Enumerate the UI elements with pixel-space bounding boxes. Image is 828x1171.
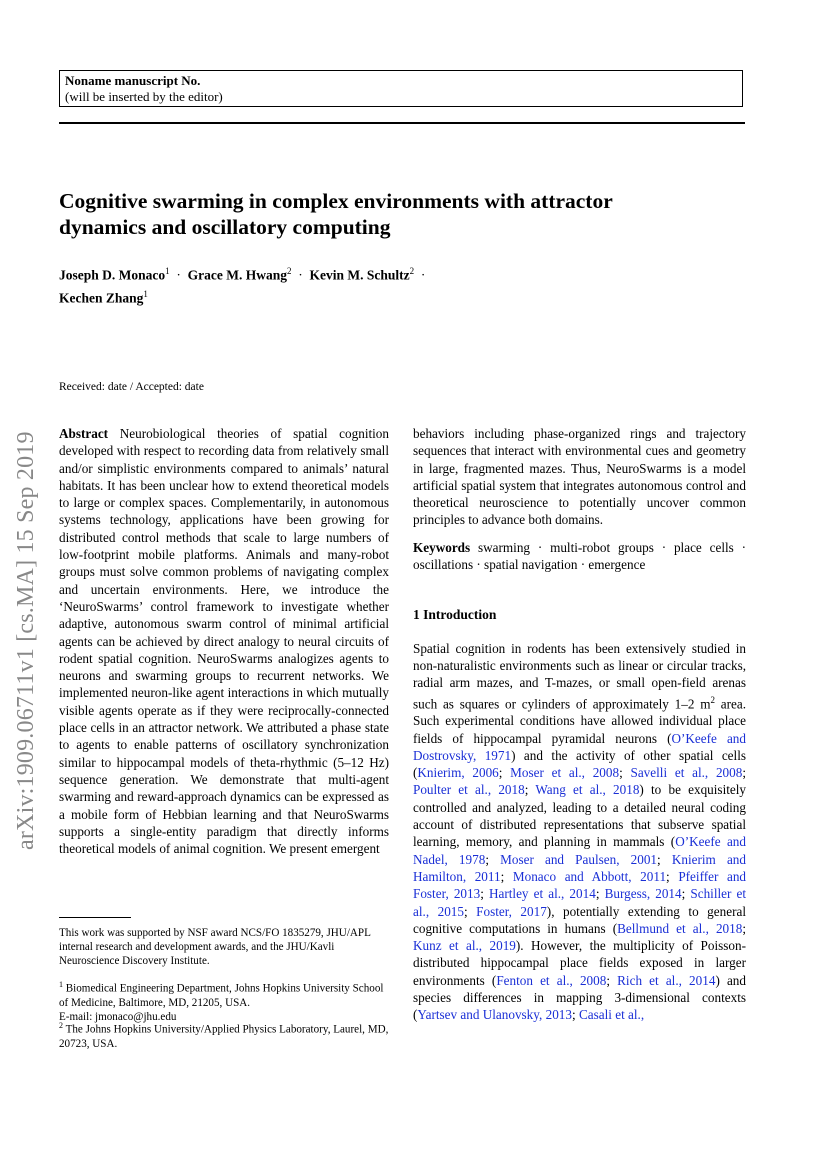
abstract-label: Abstract bbox=[59, 426, 109, 441]
received-date: Received: date / Accepted: date bbox=[59, 381, 204, 393]
keywords bbox=[413, 539, 746, 574]
citation-link[interactable]: Rich et al., 2014 bbox=[617, 972, 716, 988]
author-separator: · bbox=[298, 267, 303, 283]
citation-link[interactable]: Moser et al., 2008 bbox=[510, 765, 620, 781]
abstract-text: Neurobiological theories of spatial cognition developed with respect to recording data from relatively small and/or simplistic environments compared to animals’ natural habitats. It has been unclear how to extend theoretical models to large or complex spaces. Complementarily, in autonomous systems technology, applications have been growing for distributed control methods that scale to large numbers of low-footprint mobile platforms. Animals and many-robot groups must solve common problems of navigating complex and uncertain environments. Here, we introduce the ‘NeuroSwarms’ control framework to investigate whether adaptive, autonomous swarm control of minimal artificial agents can be achieved by direct analogy to neural circuits of rodent spatial cognition. NeuroSwarms analogizes agents to neurons and swarming groups to recurrent networks. We implemented neuron-like agent interactions in which mutually visible agents operate as if they were reciprocally-connected place cells in an attractor network. We attributed a phase state to agents to enable patterns of oscillatory synchronization similar to hippocampal models of theta-rhythmic (5–12 Hz) sequence generation. We demonstrate that multi-agent swarming and reward-approach dynamics can be expressed as a mobile form of Hebbian learning and that NeuroSwarms supports a single-entity paradigm that directly informs theoretical models of animal cognition. We present emergent bbox=[59, 426, 389, 857]
keywords-label: Keywords bbox=[413, 539, 471, 555]
paper-title bbox=[59, 188, 749, 240]
author-list bbox=[59, 262, 529, 307]
author-1-affiliation: 1 bbox=[165, 266, 170, 276]
citation-link[interactable]: Knierim and Hamilton, 2011 bbox=[413, 851, 746, 884]
author-separator: · bbox=[176, 267, 181, 283]
citation-link[interactable]: Foster, 2017 bbox=[476, 903, 547, 919]
intro-text: ). However, the multiplicity of Poisson-distributed hippocampal place fields exposed in larger environments ( bbox=[413, 938, 746, 988]
affiliation-2-mark: 2 bbox=[59, 1021, 63, 1030]
manuscript-header-box bbox=[59, 70, 743, 107]
citation-link[interactable]: Fenton et al., 2008 bbox=[496, 972, 607, 988]
section-heading-introduction: 1 Introduction bbox=[413, 607, 497, 623]
author-4-affiliation: 1 bbox=[143, 288, 148, 299]
title-line-2: dynamics and oscillatory computing bbox=[59, 215, 391, 239]
abstract-column bbox=[59, 425, 389, 857]
editor-note: (will be inserted by the editor) bbox=[65, 89, 223, 104]
intro-text: ), potentially extending to general cognitive computations in humans ( bbox=[413, 903, 746, 936]
citation-link[interactable]: Schiller et al., 2015 bbox=[413, 886, 747, 919]
citation-link[interactable]: Poulter et al., 2018 bbox=[413, 782, 525, 798]
abstract bbox=[59, 425, 389, 857]
citation-link[interactable]: Bellmund et al., 2018 bbox=[617, 920, 743, 936]
author-3: Kevin M. Schultz bbox=[309, 267, 410, 283]
citation-link[interactable]: Monaco and Abbott, 2011 bbox=[512, 868, 667, 884]
title-line-1: Cognitive swarming in complex environments with attractor bbox=[59, 189, 613, 213]
author-2: Grace M. Hwang bbox=[187, 267, 287, 283]
intro-text: area. Such experimental conditions have allowed individual place fields of hippocampal pyramidal neurons ( bbox=[413, 695, 746, 746]
keywords-text: swarming · multi-robot groups · place cells · oscillations · spatial navigation · emergence bbox=[413, 539, 747, 573]
intro-text: ) to be exquisitely controlled and analyzed, leading to a detailed neural coding account of distributed representations that subserve spatial learning, memory, and planning in mammals ( bbox=[413, 782, 747, 850]
author-4: Kechen Zhang bbox=[59, 290, 144, 305]
affiliation-1-mark: 1 bbox=[59, 980, 63, 989]
affiliation-1-text: Biomedical Engineering Department, Johns Hopkins University School of Medicine, Baltimore, MD, 21205, USA. bbox=[59, 982, 384, 1009]
abstract-continued: behaviors including phase-organized rings and trajectory sequences that interact with environmental cues and geometry in large, fragmented mazes. Thus, NeuroSwarms is a model artificial spatial system that integrates autonomous control and theoretical neuroscience to potentially uncover common principles to advance both domains. bbox=[413, 426, 746, 528]
affiliation-footnote-1 bbox=[59, 978, 391, 1024]
title-rule bbox=[59, 122, 745, 124]
manuscript-number: Noname manuscript No. bbox=[65, 73, 201, 88]
citation-link[interactable]: Casali et al., bbox=[578, 1007, 645, 1023]
citation-link[interactable]: Savelli et al., 2008 bbox=[630, 765, 743, 781]
arxiv-stamp: arXiv:1909.06711v1 [cs.MA] 15 Sep 2019 bbox=[13, 431, 39, 850]
citation-link[interactable]: Burgess, 2014 bbox=[604, 886, 682, 902]
citation-link[interactable]: Pfeiffer and Foster, 2013 bbox=[413, 868, 747, 902]
author-1: Joseph D. Monaco bbox=[59, 267, 166, 283]
citation-link[interactable]: Kunz et al., 2019 bbox=[413, 938, 516, 954]
intro-text: Spatial cognition in rodents has been extensively studied in non-naturalistic environments such as linear or circular tracks, radial arm mazes, and T-mazes, or small open-field arenas such as squares or cylinders of approximately 1–2 m bbox=[413, 640, 746, 711]
right-column bbox=[413, 425, 746, 1024]
intro-text: ) and species differences in mapping 3-dimensional contexts ( bbox=[413, 972, 746, 1023]
contact-email: E-mail: jmonaco@jhu.edu bbox=[59, 1010, 177, 1023]
footnote-rule bbox=[59, 917, 131, 918]
affiliation-2-text: The Johns Hopkins University/Applied Physics Laboratory, Laurel, MD, 20723, USA. bbox=[59, 1023, 389, 1050]
citation-link[interactable]: O’Keefe and Dostrovsky, 1971 bbox=[413, 730, 746, 763]
citation-link[interactable]: Yartsev and Ulanovsky, 2013 bbox=[417, 1007, 572, 1023]
intro-text: ) and the activity of other spatial cells ( bbox=[413, 747, 746, 781]
introduction-paragraph: Spatial cognition in rodents has been extensively studied in non-naturalistic environments such as linear or circular tracks, radial arm mazes, and T-mazes, or small open-field arenas such as squares or cylinders of approximately 1–2 $m^2$ area. Such experimental conditions have allowed individual place fields of hippocampal pyramidal neurons (O’Keefe and Dostrovsky, 1971) and the activity of other spatial cells (Knierim, 2006; Moser et al., 2008; Savelli et al., 2008; Poulter et al., 2018; Wang et al., 2018) to be exquisitely controlled and analyzed, leading to a detailed neural coding account of distributed representations that subserve spatial learning, memory, and planning in mammals (O’Keefe and Nadel, 1978; Moser and Paulsen, 2001; Knierim and Hamilton, 2011; Monaco and Abbott, 2011; Pfeiffer and Foster, 2013; Hartley et al., 2014; Burgess, 2014; Schiller et al., 2015; Foster, 2017), potentially extending to general cognitive computations in humans (Bellmund et al., 2018; Kunz et al., 2019). However, the multiplicity of Poisson-distributed hippocampal place fields exposed in larger environments (Fenton et al., 2008; Rich et al., 2014) and species differences in mapping 3-dimensional contexts (Yartsev and Ulanovsky, 2013; Casali et al., bbox=[413, 640, 747, 1023]
citation-link[interactable]: Knierim, 2006 bbox=[417, 765, 499, 781]
citation-link[interactable]: O’Keefe and Nadel, 1978 bbox=[413, 834, 746, 867]
citation-link[interactable]: Hartley et al., 2014 bbox=[488, 886, 596, 902]
funding-footnote: This work was supported by NSF award NCS/FO 1835279, JHU/APL internal research and development awards, and the JHU/Kavli Neuroscience Discovery Institute. bbox=[59, 927, 371, 967]
citation-link[interactable]: Moser and Paulsen, 2001 bbox=[500, 851, 658, 867]
squared-superscript: 2 bbox=[710, 694, 715, 705]
author-3-affiliation: 2 bbox=[409, 266, 415, 276]
citation-link[interactable]: Wang et al., 2018 bbox=[535, 782, 640, 798]
author-separator: · bbox=[420, 267, 426, 283]
author-2-affiliation: 2 bbox=[287, 266, 292, 276]
affiliation-footnote-2 bbox=[59, 1019, 391, 1051]
